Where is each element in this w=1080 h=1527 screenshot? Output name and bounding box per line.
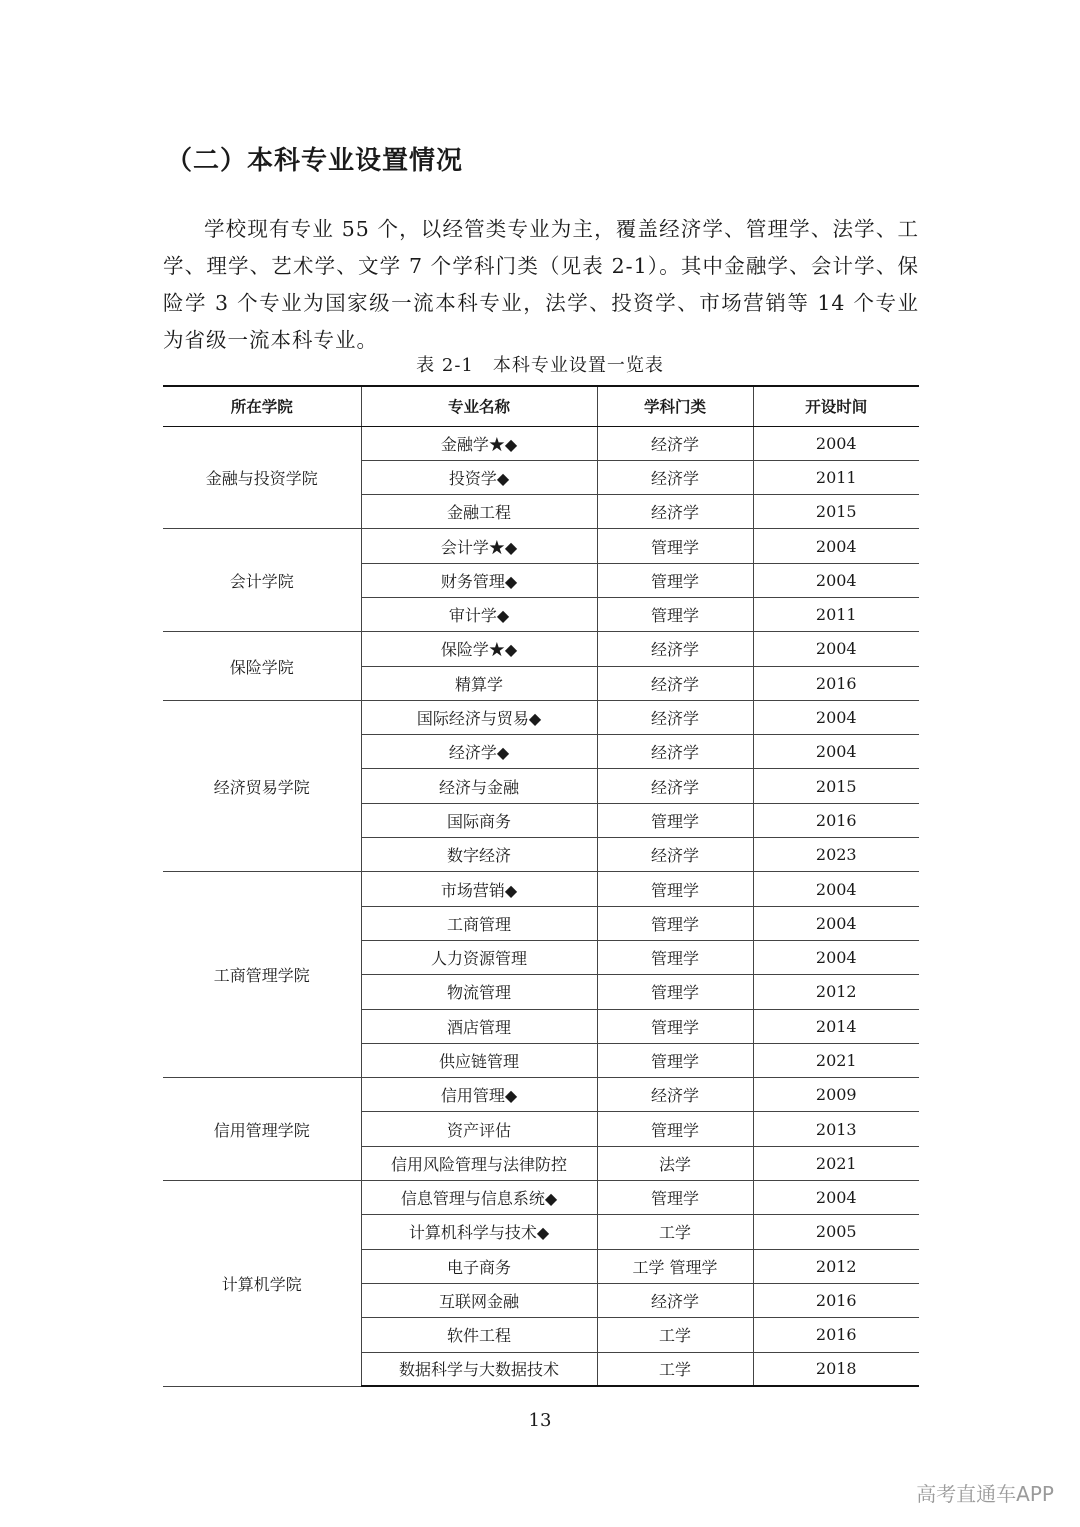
category-cell: 管理学 xyxy=(597,906,753,940)
table-caption: 表 2-1 本科专业设置一览表 xyxy=(416,355,664,376)
category-cell: 经济学 xyxy=(597,700,753,734)
category-cell: 管理学 xyxy=(597,940,753,974)
table-row xyxy=(163,1078,919,1112)
category-cell: 经济学 xyxy=(597,1283,753,1317)
college-cell: 信用管理学院 xyxy=(163,1078,361,1181)
year-cell: 2009 xyxy=(753,1078,919,1112)
year-cell: 2016 xyxy=(753,803,919,837)
year-cell: 2005 xyxy=(753,1215,919,1249)
year-cell: 2018 xyxy=(753,1352,919,1386)
category-cell: 工学 管理学 xyxy=(597,1249,753,1283)
year-cell: 2016 xyxy=(753,1318,919,1352)
category-cell: 经济学 xyxy=(597,426,753,460)
category-cell: 管理学 xyxy=(597,872,753,906)
college-cell: 保险学院 xyxy=(163,632,361,701)
college-cell: 工商管理学院 xyxy=(163,872,361,1078)
category-cell: 管理学 xyxy=(597,1112,753,1146)
major-cell: 投资学◆ xyxy=(361,460,597,494)
major-cell: 信用风险管理与法律防控 xyxy=(361,1146,597,1180)
college-cell: 计算机学院 xyxy=(163,1181,361,1387)
table-row xyxy=(163,529,919,563)
college-cell: 金融与投资学院 xyxy=(163,426,361,529)
year-cell: 2004 xyxy=(753,906,919,940)
year-cell: 2014 xyxy=(753,1009,919,1043)
year-cell: 2004 xyxy=(753,735,919,769)
major-cell: 物流管理 xyxy=(361,975,597,1009)
major-cell: 电子商务 xyxy=(361,1249,597,1283)
category-cell: 管理学 xyxy=(597,1009,753,1043)
major-cell: 互联网金融 xyxy=(361,1283,597,1317)
header-college: 所在学院 xyxy=(163,386,361,426)
table-body xyxy=(163,426,919,1386)
category-cell: 管理学 xyxy=(597,975,753,1009)
category-cell: 管理学 xyxy=(597,597,753,631)
major-cell: 数据科学与大数据技术 xyxy=(361,1352,597,1386)
major-cell: 会计学★◆ xyxy=(361,529,597,563)
table-row xyxy=(163,632,919,666)
major-cell: 供应链管理 xyxy=(361,1043,597,1077)
major-cell: 金融工程 xyxy=(361,495,597,529)
category-cell: 管理学 xyxy=(597,563,753,597)
major-cell: 软件工程 xyxy=(361,1318,597,1352)
majors-table xyxy=(163,385,919,1387)
header-category: 学科门类 xyxy=(597,386,753,426)
section-heading: （二）本科专业设置情况 xyxy=(166,146,464,176)
year-cell: 2004 xyxy=(753,632,919,666)
major-cell: 国际商务 xyxy=(361,803,597,837)
year-cell: 2004 xyxy=(753,529,919,563)
table-row xyxy=(163,426,919,460)
major-cell: 资产评估 xyxy=(361,1112,597,1146)
year-cell: 2004 xyxy=(753,1181,919,1215)
category-cell: 工学 xyxy=(597,1215,753,1249)
table-row xyxy=(163,872,919,906)
major-cell: 信息管理与信息系统◆ xyxy=(361,1181,597,1215)
year-cell: 2015 xyxy=(753,769,919,803)
year-cell: 2021 xyxy=(753,1043,919,1077)
year-cell: 2004 xyxy=(753,700,919,734)
major-cell: 国际经济与贸易◆ xyxy=(361,700,597,734)
table-row xyxy=(163,1181,919,1215)
category-cell: 工学 xyxy=(597,1318,753,1352)
category-cell: 经济学 xyxy=(597,495,753,529)
year-cell: 2012 xyxy=(753,975,919,1009)
watermark: 高考直通车APP xyxy=(916,1482,1054,1506)
year-cell: 2004 xyxy=(753,563,919,597)
category-cell: 经济学 xyxy=(597,1078,753,1112)
year-cell: 2004 xyxy=(753,940,919,974)
major-cell: 精算学 xyxy=(361,666,597,700)
major-cell: 经济学◆ xyxy=(361,735,597,769)
category-cell: 经济学 xyxy=(597,632,753,666)
intro-paragraph: 学校现有专业 55 个，以经管类专业为主，覆盖经济学、管理学、法学、工学、理学、艺术学、文学 7 个学科门类（见表 2-1）。其中金融学、会计学、保险学 3 个专业为国家级一流本科专业，法学、投资学、市场营销等 14 个专业为省级一流本科专业。 xyxy=(163,216,919,352)
category-cell: 经济学 xyxy=(597,769,753,803)
year-cell: 2004 xyxy=(753,426,919,460)
year-cell: 2013 xyxy=(753,1112,919,1146)
major-cell: 金融学★◆ xyxy=(361,426,597,460)
header-year: 开设时间 xyxy=(753,386,919,426)
category-cell: 法学 xyxy=(597,1146,753,1180)
category-cell: 管理学 xyxy=(597,529,753,563)
category-cell: 工学 xyxy=(597,1352,753,1386)
category-cell: 经济学 xyxy=(597,666,753,700)
year-cell: 2023 xyxy=(753,838,919,872)
college-cell: 会计学院 xyxy=(163,529,361,632)
year-cell: 2016 xyxy=(753,1283,919,1317)
year-cell: 2011 xyxy=(753,597,919,631)
category-cell: 管理学 xyxy=(597,1181,753,1215)
major-cell: 工商管理 xyxy=(361,906,597,940)
year-cell: 2012 xyxy=(753,1249,919,1283)
year-cell: 2021 xyxy=(753,1146,919,1180)
major-cell: 保险学★◆ xyxy=(361,632,597,666)
major-cell: 审计学◆ xyxy=(361,597,597,631)
year-cell: 2015 xyxy=(753,495,919,529)
major-cell: 数字经济 xyxy=(361,838,597,872)
major-cell: 酒店管理 xyxy=(361,1009,597,1043)
header-major: 专业名称 xyxy=(361,386,597,426)
page-number: 13 xyxy=(528,1410,552,1431)
year-cell: 2016 xyxy=(753,666,919,700)
category-cell: 经济学 xyxy=(597,735,753,769)
category-cell: 管理学 xyxy=(597,803,753,837)
major-cell: 财务管理◆ xyxy=(361,563,597,597)
category-cell: 经济学 xyxy=(597,460,753,494)
table-row xyxy=(163,700,919,734)
year-cell: 2011 xyxy=(753,460,919,494)
major-cell: 市场营销◆ xyxy=(361,872,597,906)
category-cell: 管理学 xyxy=(597,1043,753,1077)
major-cell: 经济与金融 xyxy=(361,769,597,803)
category-cell: 经济学 xyxy=(597,838,753,872)
college-cell: 经济贸易学院 xyxy=(163,700,361,871)
major-cell: 计算机科学与技术◆ xyxy=(361,1215,597,1249)
table-header-row xyxy=(163,386,919,426)
major-cell: 人力资源管理 xyxy=(361,940,597,974)
year-cell: 2004 xyxy=(753,872,919,906)
major-cell: 信用管理◆ xyxy=(361,1078,597,1112)
